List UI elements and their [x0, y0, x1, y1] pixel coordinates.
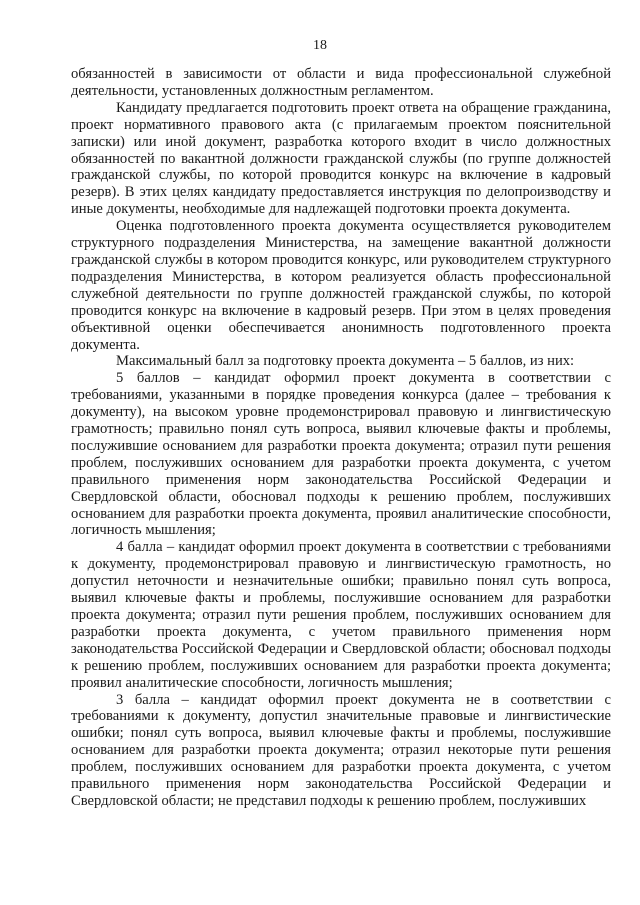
paragraph-score-3: 3 балла – кандидат оформил проект документа не в соответствии с требованиями к документу, допустил значительные правовые и лингвистические ошибки; понял суть вопроса, выявил ключевые факты и проблемы, послужившие основанием для разработки проекта документа; отразил некоторые пути решения проблем, послуживших основанием для разработки проекта документа, с учетом правильного применения норм законодательства Российской Федерации и Свердловской области; не представил подходы к решению проблем, послуживших [71, 691, 611, 809]
paragraph-continuation: обязанностей в зависимости от области и вида профессиональной служебной деятельности, установленных должностным регламентом. [71, 66, 611, 99]
document-body [71, 66, 611, 810]
paragraph-evaluation: Оценка подготовленного проекта документа осуществляется руководителем структурного подразделения Министерства, на замещение вакантной должности гражданской службы в котором проводится конкурс, или руководителем структурного подразделения Министерства, в котором реализуется область профессиональной служебной деятельности по группе должностей гражданской службы, по которой проводится конкурс на включение в кадровый резерв. При этом в целях проведения объективной оценки обеспечивается анонимность подготовленного проекта документа. [71, 218, 611, 353]
paragraph-task-description: Кандидату предлагается подготовить проект ответа на обращение гражданина, проект нормативного правового акта (с прилагаемым проектом пояснительной записки) или иной документ, разработка которого входит в число должностных обязанностей по вакантной должности гражданской службы (по группе должностей гражданской службы, по которой проводится конкурс на включение в кадровый резерв). В этих целях кандидату предоставляется инструкция по делопроизводству и иные документы, необходимые для надлежащей подготовки проекта документа. [71, 99, 611, 218]
paragraph-max-score: Максимальный балл за подготовку проекта документа – 5 баллов, из них: [116, 353, 575, 370]
paragraph-score-4: 4 балла – кандидат оформил проект документа в соответствии с требованиями к документу, продемонстрировал правовую и лингвистическую грамотность, но допустил неточности и незначительные ошибки; правильно понял суть вопроса, выявил ключевые факты и проблемы, послужившие основанием для разработки проекта документа; отразил пути решения проблем, послуживших основанием для разработки проекта документа, с учетом правильного применения норм законодательства Российской Федерации и Свердловской области; обосновал подходы к решению проблем, послуживших основанием для разработки проекта документа; проявил аналитические способности, логичность мышления; [71, 539, 611, 691]
page-number: 18 [313, 38, 327, 53]
paragraph-score-5: 5 баллов – кандидат оформил проект документа в соответствии с требованиями, указанными в порядке проведения конкурса (далее – требования к документу), на высоком уровне продемонстрировал правовую и лингвистическую грамотность; правильно понял суть вопроса, выявил ключевые факты и проблемы, послужившие основанием для разработки проекта документа; отразил пути решения проблем, послуживших основанием для разработки проекта документа, с учетом правильного применения норм законодательства Российской Федерации и Свердловской области, обосновал подходы к решению проблем, послуживших основанием для разработки проекта документа, проявил аналитические способности, логичность мышления; [71, 370, 611, 539]
